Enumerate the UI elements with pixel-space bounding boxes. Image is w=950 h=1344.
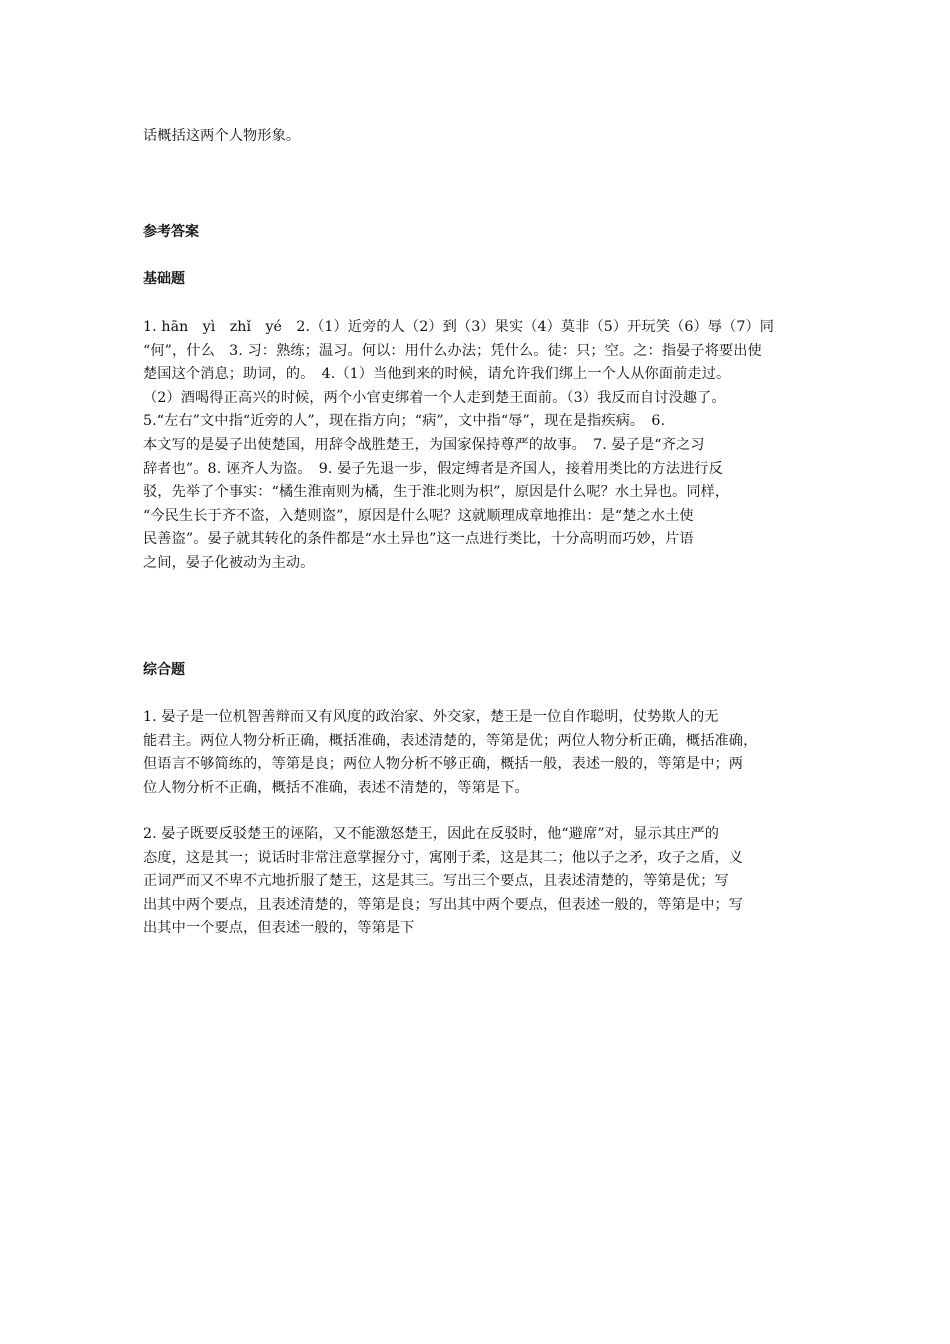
basic-line: 1. hān yì zhǐ yé 2.（1）近旁的人（2）到（3）果实（4）莫非（5）开玩笑（6）辱（7）同 bbox=[143, 319, 775, 335]
basic-line: 辞者也”。8. 诬齐人为盗。 9. 晏子先退一步，假定缚者是齐国人，接着用类比的方法进行反 bbox=[143, 460, 723, 477]
comprehensive-2-line: 2. 晏子既要反驳楚王的诬陷，又不能激怒楚王，因此在反驳时，他“避席”对，显示其庄严的 bbox=[143, 826, 719, 842]
basic-line: 5.“左右”文中指“近旁的人”，现在指方向；“病”，文中指“辱”，现在是指疾病。 6. bbox=[143, 413, 666, 430]
basic-line: “今民生长于齐不盗，入楚则盗”，原因是什么呢？这就顺理成章地推出：是“楚之水土使 bbox=[143, 507, 694, 524]
comprehensive-1-line: 位人物分析不正确，概括不准确，表述不清楚的，等第是下。 bbox=[143, 779, 529, 796]
basic-line: 驳，先举了个事实：“橘生淮南则为橘，生于淮北则为枳”，原因是什么呢？水土异也。同样， bbox=[143, 484, 730, 501]
comprehensive-2-line: 态度，这是其一；说话时非常注意掌握分寸，寓刚于柔，这是其二；他以子之矛，攻子之盾，义 bbox=[143, 849, 744, 866]
comprehensive-answer-2 bbox=[143, 823, 813, 941]
basic-line: 本文写的是晏子出使楚国，用辞令战胜楚王，为国家保持尊严的故事。 7. 晏子是“齐之习 bbox=[143, 436, 705, 453]
comprehensive-1-line: 能君主。两位人物分析正确，概括准确，表述清楚的，等第是优；两位人物分析正确，概括准确， bbox=[143, 732, 758, 749]
basic-line: 民善盗”。晏子就其转化的条件都是“水土异也”这一点进行类比，十分高明而巧妙，片语 bbox=[143, 531, 694, 548]
comprehensive-1-line: 1. 晏子是一位机智善辩而又有风度的政治家、外交家，楚王是一位自作聪明，仗势欺人的无 bbox=[143, 709, 719, 725]
comprehensive-answer-1 bbox=[143, 706, 813, 800]
intro-tail-line: 话概括这两个人物形象。 bbox=[143, 128, 301, 144]
basic-line: 之间，晏子化被动为主动。 bbox=[143, 554, 315, 571]
intro-tail-paragraph bbox=[143, 125, 813, 149]
basic-section-heading: 基础题 bbox=[143, 271, 185, 287]
comprehensive-1-line: 但语言不够简练的，等第是良；两位人物分析不够正确，概括一般，表述一般的，等第是中；两 bbox=[143, 756, 744, 773]
basic-line: “何”，什么 3. 习：熟练；温习。何以：用什么办法；凭什么。徒：只；空。之：指晏子将要出使 bbox=[143, 342, 762, 359]
comprehensive-section-heading: 综合题 bbox=[143, 662, 185, 678]
comprehensive-2-line: 出其中一个要点，但表述一般的，等第是下 bbox=[143, 920, 415, 937]
comprehensive-2-line: 正词严而又不卑不亢地折服了楚王，这是其三。写出三个要点，且表述清楚的，等第是优；写 bbox=[143, 873, 729, 890]
basic-line: （2）酒喝得正高兴的时候，两个小官吏绑着一个人走到楚王面前。（3）我反而自讨没趣了。 bbox=[143, 389, 726, 406]
answers-heading: 参考答案 bbox=[143, 224, 199, 240]
basic-line: 楚国这个消息；助词，的。 4.（1）当他到来的时候，请允许我们绑上一个人从你面前走过。 bbox=[143, 366, 731, 383]
basic-answers-paragraph bbox=[143, 316, 813, 576]
comprehensive-2-line: 出其中两个要点，且表述清楚的，等第是良；写出其中两个要点，但表述一般的，等第是中；写 bbox=[143, 896, 744, 913]
